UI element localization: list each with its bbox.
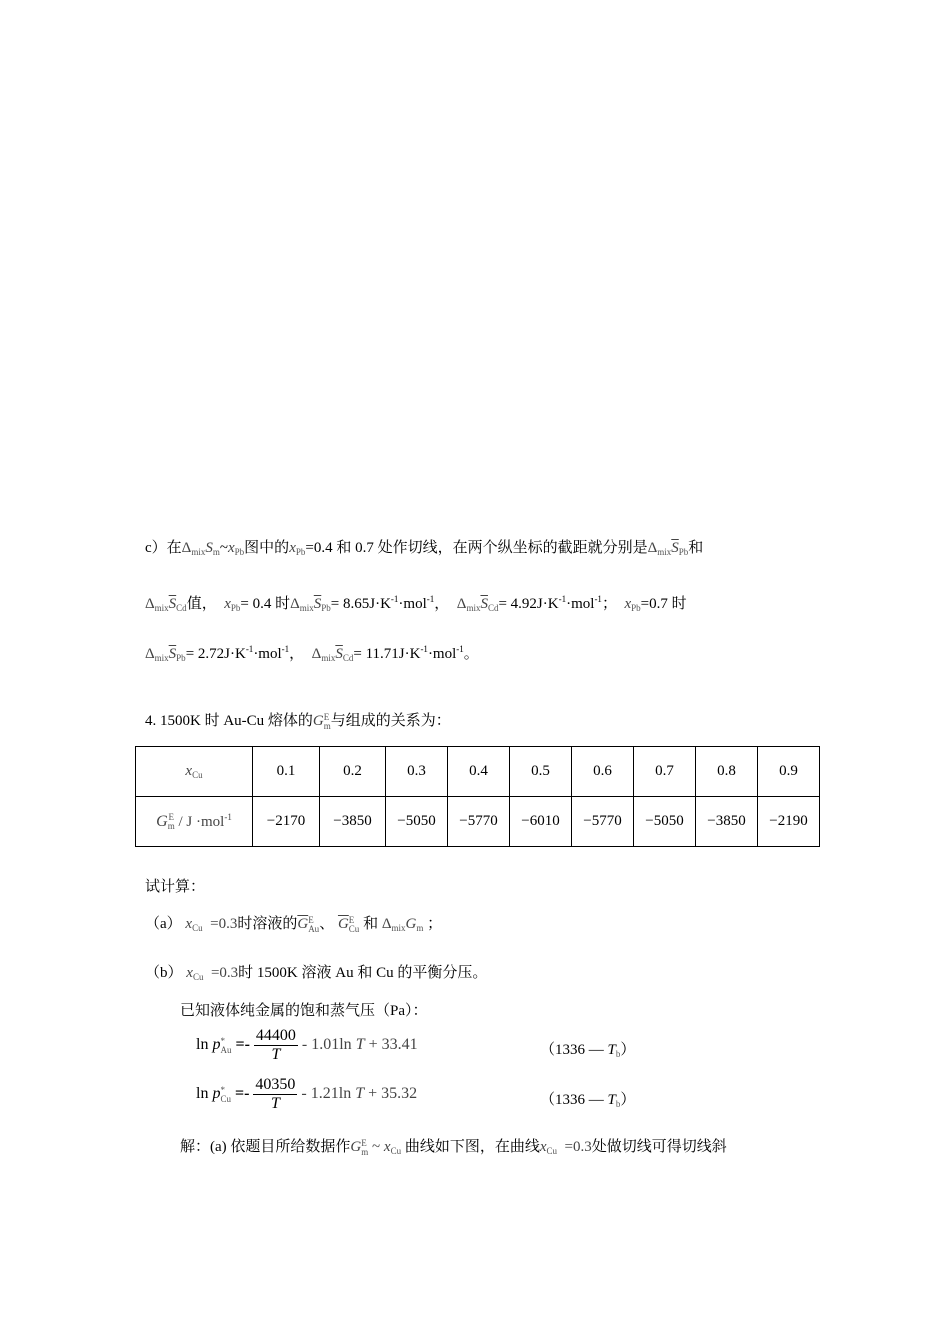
sub-m: m [323, 720, 331, 731]
t-symbol: T [355, 1036, 365, 1054]
sub-au: Au [308, 923, 320, 934]
x-symbol: x [624, 596, 632, 612]
numerator: 44400 [255, 1027, 296, 1044]
try-calc-label: 试计算： [145, 879, 206, 895]
sub-m: m [167, 821, 175, 832]
eq-value: =0.3 [210, 916, 238, 932]
para-c-line1 [145, 538, 703, 562]
term: + 33.41 [368, 1036, 418, 1054]
question-b [145, 963, 487, 987]
x-symbol: x [289, 540, 296, 556]
s-bar-symbol: $\overline{S}$ [313, 596, 322, 612]
s-bar-symbol: $\overline{S}$ [168, 596, 177, 612]
sub-mix: mix [191, 547, 206, 557]
text: 和 [363, 916, 379, 932]
table-cell: −5770 [448, 797, 510, 847]
equals-sign: =- [235, 1036, 250, 1054]
unit-sup: -1 [224, 811, 232, 822]
eq-value: =0.3 [564, 1139, 592, 1155]
table-cell: 0.4 [448, 747, 510, 797]
term: - 1.21ln [301, 1085, 352, 1103]
text: ·mol [427, 646, 457, 662]
text: c）在 [145, 540, 182, 556]
g-symbol: G [312, 713, 324, 729]
text: 4. 1500K 时 Au-Cu 熔体的 [145, 713, 313, 729]
text: （1336 — [540, 1092, 608, 1108]
sub-pb: Pb [295, 547, 306, 557]
ln: ln [196, 1085, 209, 1103]
sub-mix: mix [321, 653, 336, 663]
condition-cu [540, 1088, 635, 1109]
sub-cu: Cu [192, 923, 203, 933]
table-cell: 0.6 [572, 747, 634, 797]
text: = 0.4 时 [240, 596, 291, 612]
known-label: 已知液体纯金属的饱和蒸气压（Pa）： [180, 1003, 428, 1019]
separator: 、 [319, 916, 335, 932]
p-symbol: p [212, 1085, 221, 1103]
x-symbol: x [185, 763, 193, 779]
s-bar-symbol: $\overline{S}$ [671, 540, 679, 556]
sup-neg1: -1 [426, 594, 435, 604]
equation-cu [196, 1076, 417, 1113]
sub-cu: Cu [546, 1146, 558, 1156]
sup-neg1: -1 [281, 644, 290, 654]
sub-b: b [615, 1049, 621, 1059]
sub-cd: Cd [487, 603, 499, 613]
para-c-line3 [145, 639, 479, 668]
g-bar-symbol: $\overline{G}$ [337, 916, 349, 932]
g-symbol: G [156, 812, 168, 830]
delta-symbol: Δ [290, 596, 300, 612]
denominator: T [270, 1095, 280, 1112]
text: ·mol [566, 596, 595, 612]
sub-cu: Cu [192, 972, 204, 982]
fraction [253, 1076, 297, 1113]
sub-cu: Cu [390, 1146, 402, 1156]
sub-pb: Pb [234, 547, 245, 557]
fraction [254, 1027, 298, 1064]
text: 图中的 [244, 540, 290, 556]
table-cell: −6010 [510, 797, 572, 847]
table-cell: −2190 [758, 797, 820, 847]
text: 时 1500K 溶液 Au 和 Cu 的平衡分压。 [238, 965, 488, 981]
question-a [145, 914, 442, 938]
term: - 1.01ln [301, 1036, 352, 1054]
table-cell: −5770 [572, 797, 634, 847]
p-symbol: p [212, 1036, 221, 1054]
table-header-x [136, 747, 253, 797]
question-4-heading [145, 711, 451, 731]
text: = 2.72J·K [185, 646, 246, 662]
x-symbol: x [224, 596, 231, 612]
sub-mix: mix [154, 603, 169, 613]
delta-symbol: Δ [145, 596, 155, 612]
sup-star: * [220, 1084, 225, 1095]
x-symbol: x [227, 540, 235, 556]
sup-neg1: -1 [420, 644, 428, 654]
table-row-g [136, 797, 820, 847]
equation-au [196, 1027, 418, 1064]
g-symbol: G [350, 1139, 362, 1155]
delta-symbol: Δ [145, 646, 155, 662]
text: 解：(a) 依题目所给数据作 [180, 1139, 351, 1155]
s-bar-symbol: $\overline{S}$ [168, 646, 177, 662]
sup-e: E [361, 1137, 367, 1148]
sub-mix: mix [299, 603, 314, 613]
text: ） [620, 1042, 636, 1058]
text: ， [289, 646, 305, 662]
text: ， [434, 596, 450, 612]
table-header-g [136, 797, 253, 847]
table-row-x [136, 747, 820, 797]
table-cell: −3850 [696, 797, 758, 847]
text: （1336 — [540, 1042, 608, 1058]
sub-m: m [416, 923, 424, 933]
sub-mix: mix [657, 547, 672, 557]
text: = 11.71J·K [353, 646, 421, 662]
g-bar-symbol: $\overline{G}$ [297, 916, 309, 932]
term: + 35.32 [368, 1085, 418, 1103]
sub-au: Au [220, 1044, 232, 1055]
sup-e: E [308, 914, 314, 925]
unit-text: / J ·mol [174, 813, 225, 830]
delta-symbol: Δ [381, 916, 392, 932]
delta-symbol: Δ [311, 646, 322, 662]
sup-neg1: -1 [594, 594, 602, 604]
delta-symbol: Δ [456, 596, 467, 612]
delta-symbol: Δ [181, 540, 192, 556]
text: 处做切线可得切线斜 [591, 1139, 727, 1155]
g-symbol: G [405, 916, 417, 932]
sup-neg1: -1 [558, 594, 567, 604]
table-cell: 0.2 [320, 747, 386, 797]
table-cell: −5050 [386, 797, 448, 847]
text: = 8.65J·K [330, 596, 391, 612]
solution-line [180, 1137, 727, 1161]
t-symbol: T [607, 1092, 616, 1108]
table-cell: 0.8 [696, 747, 758, 797]
sub-cu: Cu [348, 923, 360, 934]
text: 时溶液的 [237, 916, 298, 932]
sub-mix: mix [466, 603, 481, 613]
sup-neg1: -1 [390, 594, 399, 604]
table-cell: −2170 [253, 797, 320, 847]
sub-mix: mix [391, 923, 406, 933]
x-symbol: x [186, 965, 193, 981]
table-cell: 0.9 [758, 747, 820, 797]
table-cell: −5050 [634, 797, 696, 847]
s-symbol: S [205, 540, 213, 556]
sub-m: m [361, 1146, 369, 1157]
s-bar-symbol: $\overline{S}$ [335, 646, 343, 662]
sub-pb: Pb [678, 547, 689, 557]
text: ） [620, 1092, 636, 1108]
table-cell: 0.3 [386, 747, 448, 797]
condition-au [540, 1038, 635, 1059]
text: 。 [463, 646, 479, 662]
sup-e: E [168, 812, 174, 823]
sup-e: E [323, 711, 330, 722]
sub-pb: Pb [230, 603, 241, 613]
text: =0.7 时 [640, 596, 687, 612]
t-symbol: T [607, 1042, 616, 1058]
sub-m: m [212, 547, 220, 557]
text: = 4.92J·K [498, 596, 559, 612]
sub-cd: Cd [342, 653, 354, 663]
para-c-line2 [145, 589, 687, 618]
sub-cu: Cu [192, 770, 203, 780]
sub-cd: Cd [176, 603, 187, 613]
s-bar-symbol: $\overline{S}$ [480, 596, 488, 612]
sup-neg1: -1 [456, 644, 464, 654]
text: ·mol [253, 646, 282, 662]
sub-pb: Pb [321, 603, 331, 613]
eq-value: =0.3 [210, 965, 239, 981]
sub-cu: Cu [220, 1093, 231, 1104]
sup-star: * [220, 1035, 225, 1046]
table-cell: 0.5 [510, 747, 572, 797]
x-symbol: x [539, 1139, 547, 1155]
label: （a） [145, 916, 182, 932]
tilde: ~ [219, 540, 228, 556]
x-symbol: x [185, 916, 193, 932]
text: 值， [186, 596, 217, 612]
label: （b） [145, 965, 183, 981]
text: ； [427, 916, 443, 932]
text: 曲线如下图，在曲线 [404, 1139, 540, 1155]
sub-pb: Pb [176, 653, 186, 663]
text: 与组成的关系为： [330, 713, 451, 729]
sub-b: b [615, 1099, 621, 1109]
numerator: 40350 [255, 1076, 296, 1093]
ln: ln [196, 1036, 209, 1054]
data-table [135, 746, 820, 847]
tilde: ~ [372, 1139, 381, 1155]
x-symbol: x [383, 1139, 391, 1155]
table-cell: 0.7 [634, 747, 696, 797]
text: ·mol [398, 596, 427, 612]
text: ； [601, 596, 617, 612]
denominator: T [271, 1046, 281, 1063]
delta-symbol: Δ [647, 540, 658, 556]
sub-mix: mix [154, 653, 169, 663]
text: 和 [688, 540, 704, 556]
table-cell: −3850 [320, 797, 386, 847]
text: =0.4 和 0.7 处作切线，在两个纵坐标的截距就分别是 [305, 540, 648, 556]
sub-pb: Pb [631, 603, 641, 613]
sup-e: E [348, 914, 355, 925]
t-symbol: T [355, 1085, 365, 1103]
sup-neg1: -1 [245, 644, 254, 654]
equals-sign: =- [234, 1085, 250, 1103]
table-cell: 0.1 [253, 747, 320, 797]
